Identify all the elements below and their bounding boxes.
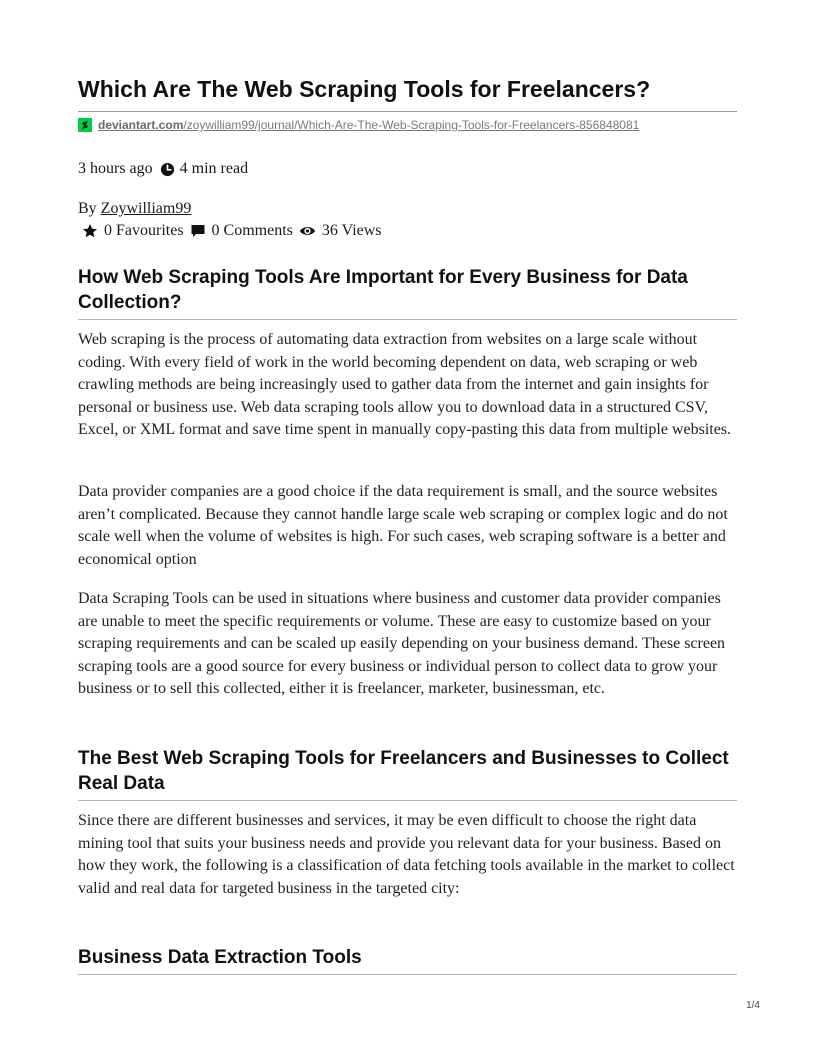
author-link[interactable]: Zoywilliam99 (100, 200, 192, 217)
posted-time: 3 hours ago (78, 160, 153, 177)
read-time: 4 min read (179, 160, 249, 177)
article-title: Which Are The Web Scraping Tools for Freelancers? (78, 76, 651, 102)
eye-icon (299, 223, 316, 239)
paragraph: Data Scraping Tools can be used in situations where business and customer data provider companies are unable to meet the specific requirements or volume. These are easy to customize based on your scraping requirements and can be scaled up easily depending on your business demand. These screen scraping tools are a good source for every business or individual person to collect data to grow your business or to sell this collected, either it is freelancer, marketer, businessman, etc. (78, 590, 726, 697)
byline (78, 198, 191, 220)
title-divider (78, 111, 737, 112)
section-divider (78, 974, 737, 975)
source-url (78, 117, 639, 133)
section-divider (78, 800, 737, 801)
section-heading: Business Data Extraction Tools (78, 947, 362, 968)
section-heading: How Web Scraping Tools Are Important for Every Business for Data Collection? (78, 267, 688, 313)
favourites-count: 0 Favourites (104, 222, 184, 239)
star-icon (82, 223, 98, 239)
paragraph: Data provider companies are a good choice if the data requirement is small, and the source websites aren’t complicated. Because they cannot handle large scale web scraping or complex logic and do not scale well when the volume of websites is high. For such cases, web scraping software is a better and economical option (78, 483, 728, 568)
stats-bar (82, 220, 382, 242)
comments-count: 0 Comments (211, 222, 293, 239)
source-domain: deviantart.com (98, 118, 184, 132)
section-heading: The Best Web Scraping Tools for Freelancers and Businesses to Collect Real Data (78, 748, 729, 794)
by-label: By (78, 200, 97, 217)
comment-icon (190, 223, 206, 239)
source-link[interactable] (98, 118, 639, 132)
views-count: 36 Views (321, 222, 382, 239)
source-path: /zoywilliam99/journal/Which-Are-The-Web-Scraping-Tools-for-Freelancers-856848081 (183, 118, 640, 132)
section-divider (78, 319, 737, 320)
deviantart-icon (78, 118, 92, 132)
paragraph: Web scraping is the process of automating data extraction from websites on a large scale without coding. With every field of work in the world becoming dependent on data, web scraping or web crawling methods are being increasingly used to gather data from the internet and gain insights for personal or business use. Web data scraping tools allow you to download data in a structured CSV, Excel, or XML format and save time spent in manually copy-pasting this data from multiple websites. (78, 331, 732, 438)
paragraph: Since there are different businesses and services, it may be even difficult to choose the right data mining tool that suits your business needs and provide you relevant data for your business. Based on how they work, the following is a classification of data fetching tools available in the market to collect valid and real data for targeted business in the targeted city: (78, 812, 735, 897)
post-meta (78, 158, 248, 180)
page-number: 1/4 (746, 1000, 760, 1011)
clock-icon (160, 162, 175, 177)
